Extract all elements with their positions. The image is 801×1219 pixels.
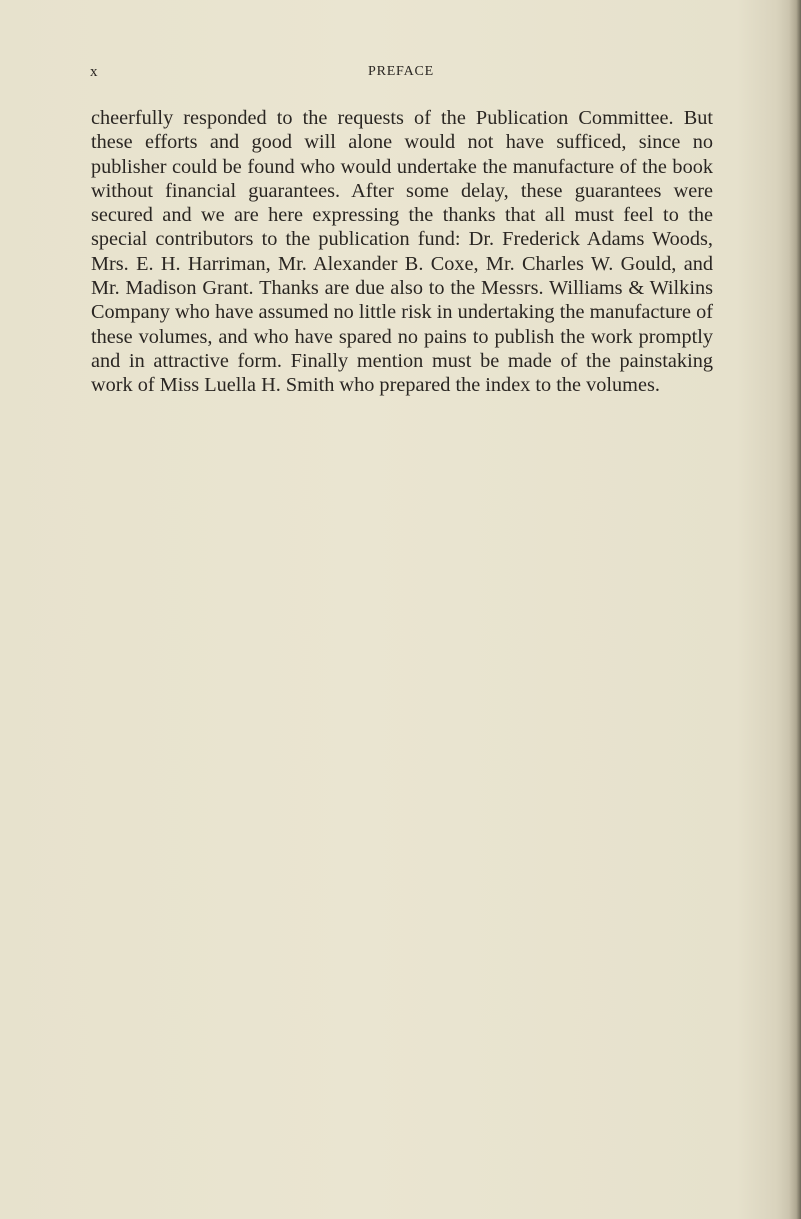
body-paragraph: cheerfully responded to the requests of the Publication Committee. But these efforts and good will alone would not have sufficed, since no publisher could be found who would undertake the manufacture of the book without financial guarantees. After some delay, these guarantees were secured and we are here expressing the thanks that all must feel to the special contributors to the publication fund: Dr. Frederick Adams Woods, Mrs. E. H. Harriman, Mr. Alexander B. Coxe, Mr. Charles W. Gould, and Mr. Madison Grant. Thanks are due also to the Messrs. Williams & Wilkins Company who have assumed no little risk in undertaking the manufacture of these volumes, and who have spared no pains to publish the work promptly and in attractive form. Finally mention must be made of the painstaking work of Miss Luella H. Smith who prepared the index to the volumes. (91, 107, 713, 397)
running-head (90, 64, 712, 86)
page-edge-shadow (789, 0, 801, 1219)
running-head-title: PREFACE (367, 64, 435, 79)
page-number: x (90, 64, 98, 80)
